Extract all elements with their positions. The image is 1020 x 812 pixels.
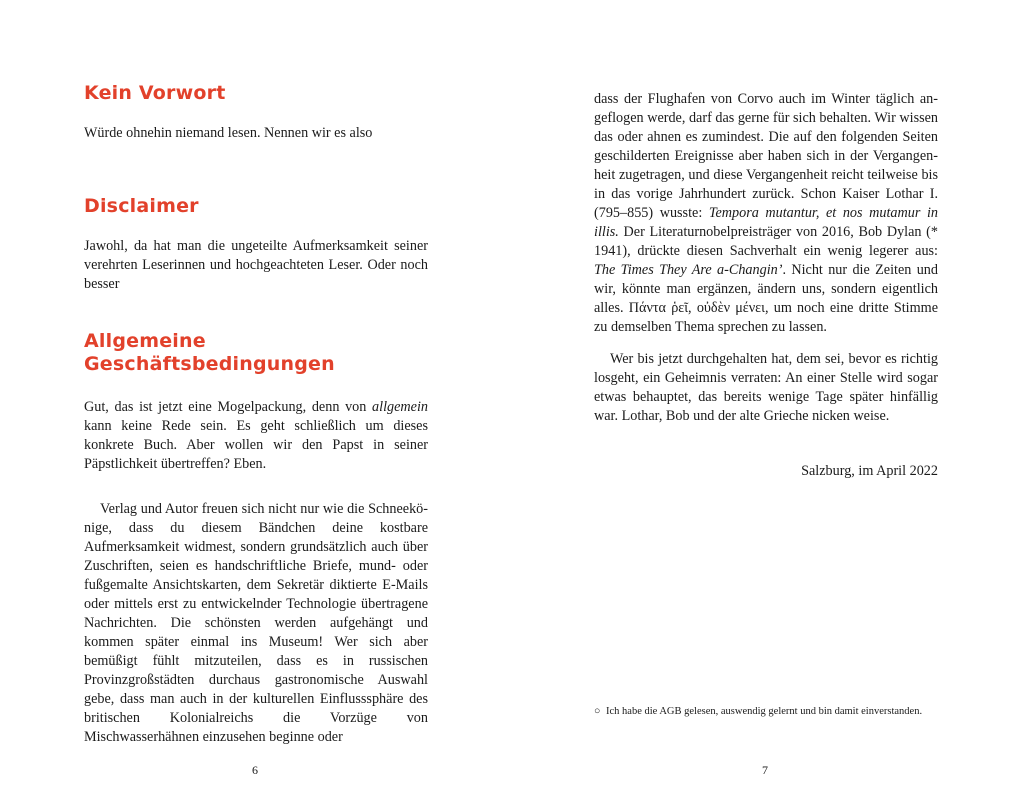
text-run: . Nicht nur die Zeiten und wir, könnte man ergänzen, ändern uns, sondern eigentlich alles. Πάντα ῥεῖ, οὐδὲν μένει, um noch eine dritte Stimme zu demselben Thema sprechen zu lassen.: [594, 262, 938, 335]
heading-agb-line2: Geschäftsbedingungen: [84, 353, 335, 375]
page-number-left: 6: [252, 763, 258, 777]
footnote-text: Ich habe die AGB gelesen, auswendig gelernt und bin damit einverstanden.: [606, 706, 923, 717]
footnote-marker-icon: ○: [594, 706, 601, 717]
paragraph-kein-vorwort: Würde ohnehin niemand lesen. Nennen wir es also: [84, 125, 373, 141]
heading-agb: [84, 330, 335, 376]
heading-kein-vorwort: Kein Vorwort: [84, 82, 226, 104]
right-page: [510, 0, 1020, 812]
page-number-right: 7: [762, 763, 768, 777]
heading-disclaimer: Disclaimer: [84, 195, 199, 217]
paragraph-disclaimer: Jawohl, da hat man die ungeteilte Aufmerksamkeit seiner verehrten Leserinnen und hochgeachteten Leser. Oder noch besser: [84, 238, 428, 292]
text-run: dass der Flughafen von Corvo auch im Winter täglich angeflogen werde, darf das gerne für sich behalten. Wir wissen das oder ahnen es zumindest. Die auf den folgenden Seiten geschilderten Ereignisse aber haben sich in der Vergangenheit zugetragen, und diese Vergangenheit reicht teilweise bis in das vorige Jahrhundert zurück. Schon Kaiser Lothar I. (795–855) wusste:: [594, 91, 938, 221]
text-run: Der Literaturnobelpreisträger von 2016, Bob Dylan (* 1941), drückte diesen Sachverhalt ein wenig legerer aus:: [594, 224, 938, 259]
paragraph-continuation: [594, 90, 938, 337]
emphasis-latin-quote: Tempora mutantur, et nos mutamur in illis.: [594, 205, 939, 240]
emphasis-allgemein: allgemein: [372, 399, 428, 415]
text-run: kann keine Rede sein. Es geht schließlich um dieses konkrete Buch. Aber wollen wir den Papst in seiner Päpstlichkeit übertreffen? Eben.: [84, 418, 428, 472]
paragraph-geheimnis: Wer bis jetzt durchgehalten hat, dem sei, bevor es richtig losgeht, ein Geheimnis verraten: An einer Stelle wird sogar etwas behauptet, das bereits wenige Tage später hinfällig war. Lothar, Bob und der alte Grieche nicken weise.: [594, 351, 938, 424]
emphasis-song-title: The Times They Are a-Changin’: [594, 262, 783, 278]
text-run: Gut, das ist jetzt eine Mogelpackung, denn von: [84, 399, 373, 415]
heading-agb-line1: Allgemeine: [84, 330, 206, 352]
paragraph-agb-intro: [84, 398, 428, 474]
signature-place-date: Salzburg, im April 2022: [801, 463, 938, 479]
footnote: [594, 705, 954, 719]
paragraph-verlag: Verlag und Autor freuen sich nicht nur wie die Schneekönige, dass du diesem Bändchen deine kostbare Aufmerksamkeit widmest, sondern grundsätzlich auch über Zuschriften, seien es handschriftliche Briefe, mund- oder fußgemalte Ansichtskarten, dem Sekretär diktierte E-Mails oder mittels erst zu entwickelnder Technologie übertragene Nachrichten. Die schönsten werden aufgehängt und kommen später einmal ins Museum! Wer sich aber bemüßigt fühlt mitzuteilen, dass es in russischen Provinzgroßstädten durchaus gastronomische Auswahl gebe, dass man auch in der kulturellen Einflusssphäre des britischen Kolonialreichs die Vorzüge von Mischwasserhähnen einzusehen beginne oder: [84, 501, 428, 745]
